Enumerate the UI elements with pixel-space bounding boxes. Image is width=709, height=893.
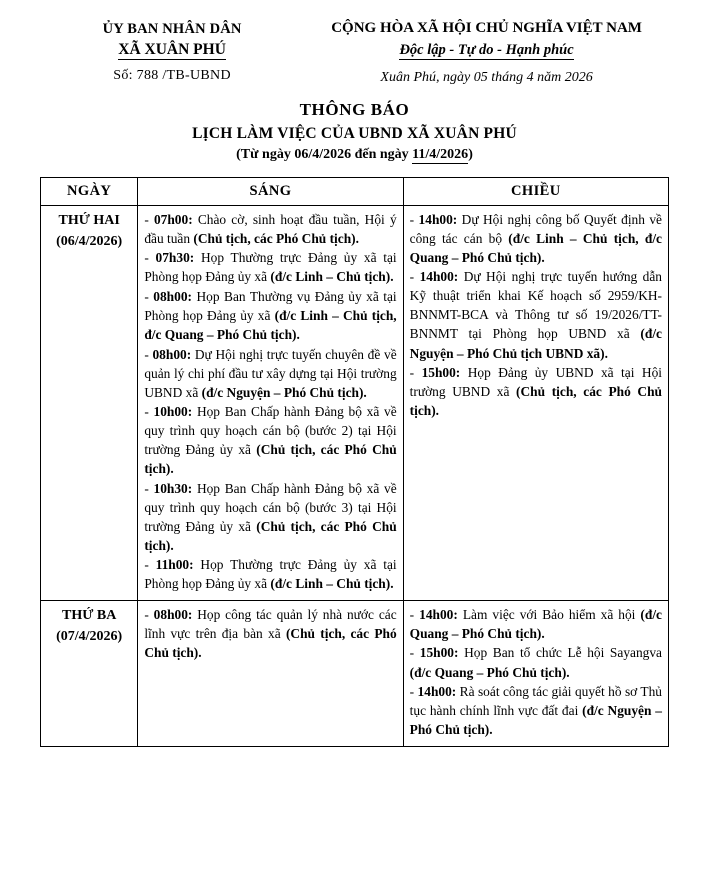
column-header-day: NGÀY [41, 177, 138, 205]
schedule-entry: - 15h00: Họp Ban tổ chức Lễ hội Sayangva (đ/c Quang – Phó Chủ tịch). [409, 645, 662, 680]
schedule-entry: - 07h00: Chào cờ, sinh hoạt đầu tuần, Hội ý đầu tuần (Chủ tịch, các Phó Chủ tịch). [144, 211, 397, 246]
schedule-entry: - 15h00: Họp Đảng ủy UBND xã tại Hội trường UBND xã (Chủ tịch, các Phó Chủ tịch). [409, 365, 662, 419]
document-title: THÔNG BÁO [299, 100, 410, 120]
place-and-date: Xuân Phú, ngày 05 tháng 4 năm 2026 [380, 70, 593, 86]
date-range-suffix: ) [468, 146, 473, 162]
day-date: (06/4/2026) [56, 233, 123, 249]
schedule-entry: - 14h00: Dự Hội nghị công bố Quyết định về công tác cán bộ (đ/c Linh – Chủ tịch, đ/c Quang – Phó Chủ tịch). [409, 211, 662, 265]
issuer-line-1: ỦY BAN NHÂN DÂN [102, 21, 242, 37]
schedule-entry: - 10h00: Họp Ban Chấp hành Đảng bộ xã về quy trình quy hoạch cán bộ (bước 2) tại Hội trường Đảng ủy xã (Chủ tịch, các Phó Chủ tịch). [144, 404, 397, 477]
national-motto-text: Độc lập - Tự do - Hạnh phúc [399, 42, 574, 58]
schedule-entry: - 08h00: Họp Ban Thường vụ Đảng ủy xã tại Phòng họp Đảng ủy xã (đ/c Linh – Chủ tịch, đ/c Quang – Phó Chủ tịch). [144, 288, 397, 342]
title-block [40, 98, 669, 162]
schedule-entry: - 08h00: Họp công tác quản lý nhà nước các lĩnh vực trên địa bàn xã (Chủ tịch, các Phó Chủ tịch). [144, 606, 397, 660]
document-subtitle: LỊCH LÀM VIỆC CỦA UBND XÃ XUÂN PHÚ [192, 125, 517, 143]
schedule-body [41, 205, 669, 746]
issuer-line-2-text: XÃ XUÂN PHÚ [118, 40, 226, 58]
day-name: THỨ BA [62, 607, 117, 623]
schedule-entry: - 11h00: Họp Thường trực Đảng ủy xã tại Phòng họp Đảng ủy xã (đ/c Linh – Chủ tịch). [144, 557, 397, 592]
afternoon-cell [403, 205, 668, 600]
national-title: CỘNG HÒA XÃ HỘI CHỦ NGHĨA VIỆT NAM [331, 20, 642, 36]
document-number: Số: 788 /TB-UBND [113, 68, 231, 84]
table-header-row [41, 177, 669, 205]
document-header [40, 18, 669, 86]
schedule-entry: - 14h00: Rà soát công tác giải quyết hồ sơ Thủ tục hành chính lĩnh vực đất đai (đ/c Nguyện – Phó Chủ tịch). [409, 684, 662, 738]
table-row [41, 205, 669, 600]
schedule-entry: - 14h00: Làm việc với Bảo hiểm xã hội (đ/c Quang – Phó Chủ tịch). [409, 606, 662, 641]
day-cell [41, 600, 138, 746]
national-motto [304, 40, 669, 60]
schedule-entry: - 08h00: Dự Hội nghị trực tuyến chuyên đề về quản lý chi phí đầu tư xây dựng tại Hội trường UBND xã (đ/c Nguyện – Phó Chủ tịch). [144, 346, 397, 400]
schedule-entry: - 07h30: Họp Thường trực Đảng ủy xã tại Phòng họp Đảng ủy xã (đ/c Linh – Chủ tịch). [144, 250, 397, 285]
morning-cell [138, 600, 403, 746]
day-cell [41, 205, 138, 600]
issuer-line-2 [40, 40, 304, 61]
afternoon-cell [403, 600, 668, 746]
schedule-entry: - 14h00: Dự Hội nghị trực tuyến hướng dẫn Kỹ thuật triển khai Kế hoạch số 2959/KH-BNNMT-BCA và Thông tư số 19/2026/TT-BNNMT tại Phòng họp UBND xã (đ/c Nguyện – Phó Chủ tịch UBND xã). [409, 269, 662, 361]
schedule-entry: - 10h30: Họp Ban Chấp hành Đảng bộ xã về quy trình quy hoạch cán bộ (bước 3) tại Hội trường Đảng ủy xã (Chủ tịch, các Phó Chủ tịch). [144, 480, 397, 553]
date-range [40, 147, 669, 163]
table-row [41, 600, 669, 746]
morning-cell [138, 205, 403, 600]
column-header-morning: SÁNG [138, 177, 403, 205]
column-header-afternoon: CHIỀU [403, 177, 668, 205]
date-range-end: 11/4/2026 [412, 146, 469, 162]
schedule-table [40, 177, 669, 747]
header-national-block [304, 18, 669, 86]
day-name: THỨ HAI [58, 212, 120, 228]
date-range-prefix: (Từ ngày 06/4/2026 đến ngày [236, 146, 413, 162]
header-issuer-block [40, 18, 304, 84]
day-date: (07/4/2026) [56, 628, 123, 644]
